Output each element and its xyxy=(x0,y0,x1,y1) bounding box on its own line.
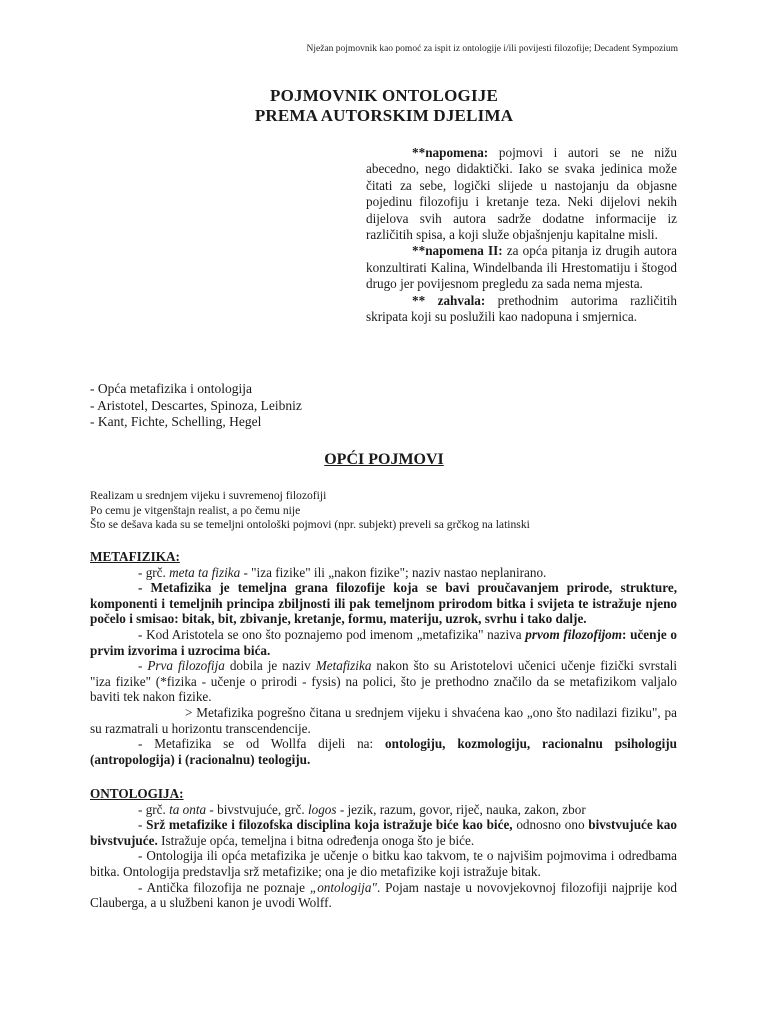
note-1-text: pojmovi i autori se ne nižu abecedno, nego didaktički. Iako se svaka jedinica može čitati za sebe, logički slijede u nastojanju da objasne pojedinu filozofiju i kretanje teza. Neki dijelovi nekih dijelova svih autora sadrže dodatne informacije iz različitih spisa, a koji služe objašnjenju kapitalne misli. xyxy=(366,145,677,243)
note-2-label: **napomena II: xyxy=(412,243,503,259)
title-line-2: PREMA AUTORSKIM DJELIMA xyxy=(254,106,514,125)
question-item: Po cemu je vitgenštajn realist, a po čemu nije xyxy=(90,503,301,517)
contents-item: - Opća metafizika i ontologija xyxy=(90,381,252,396)
title-line-1: POJMOVNIK ONTOLOGIJE xyxy=(269,86,498,105)
contents-list xyxy=(90,381,302,431)
ontologija-paragraph: - Antička filozofija ne poznaje „ontologija". Pojam nastaje u novovjekovnoj filozofiji najprije kod Clauberga, a u službeni kanon je uvodi Wolff. xyxy=(90,879,677,911)
notes-block xyxy=(366,145,677,325)
note-3-text: prethodnim autorima različitih skripata koji su poslužili kao nadopuna i smjernica. xyxy=(366,292,677,325)
metafizika-paragraph: - grč. meta ta fizika - "iza fizike" ili „nakon fizike"; naziv nastao neplanirano. xyxy=(138,564,547,580)
note-2-text: za opća pitanja iz drugih autora konzultirati Kalina, Windelbanda ili Hrestomatiju i štogod drugo jer povijesnom pregledu za sada nema mjesta. xyxy=(366,243,678,292)
metafizika-heading: METAFIZIKA: xyxy=(90,549,180,564)
ontologija-paragraph: - Ontologija ili opća metafizika je učenje o bitku kao takvom, te o najvišim pojmovima i odredbama bitka. Ontologija predstavlja srž metafizike; ona je dio metafizike koji istražuje bitak. xyxy=(90,848,677,879)
questions-list xyxy=(90,489,530,533)
section-heading: OPĆI POJMOVI xyxy=(324,451,444,468)
metafizika-paragraph: - Metafizika je temeljna grana filozofije koja se bavi proučavanjem prirode, strukture, komponenti i temeljnih principa zbiljnosti ili pak temeljnom prirodom bitka i svijeta te istražuje njeno počelo i smisao: bitak, bit, zbivanje, kretanje, formu, materiju, uzrok, svrhu i tako dalje. xyxy=(90,580,677,627)
ontologija-paragraph: - Srž metafizike i filozofska disciplina koja istražuje biće kao biće, odnosno ono bivstvujuće kao bivstvujuće. Istražuje opća, temeljna i bitna određenja onoga što je biće. xyxy=(90,817,677,848)
ontologija-paragraph: - grč. ta onta - bivstvujuće, grč. logos - jezik, razum, govor, riječ, nauka, zakon, zbor xyxy=(138,801,586,817)
running-head: Nježan pojmovnik kao pomoć za ispit iz ontologije i/ili povijesti filozofije; Decadent Sympozium xyxy=(306,44,678,54)
ontologija-heading: ONTOLOGIJA: xyxy=(90,786,184,801)
contents-item: - Kant, Fichte, Schelling, Hegel xyxy=(90,414,262,429)
question-item: Realizam u srednjem vijeku i suvremenoj filozofiji xyxy=(90,489,327,502)
metafizika-paragraph: - Metafizika se od Wollfa dijeli na: ontologiju, kozmologiju, racionalnu psihologiju (antropologija) i (racionalnu) teologiju. xyxy=(90,736,677,767)
note-3 xyxy=(366,293,677,326)
metafizika-paragraph: > Metafizika pogrešno čitana u srednjem vijeku i shvaćena kao „ono što nadilazi fiziku", pa su razmatrali u horizontu transcendencije. xyxy=(90,704,677,736)
ontologija-section xyxy=(90,786,677,911)
note-3-label: ** zahvala: xyxy=(412,292,486,308)
note-1 xyxy=(366,145,677,243)
document-title xyxy=(0,86,768,126)
metafizika-paragraph: - Kod Aristotela se ono što poznajemo pod imenom „metafizika" naziva prvom filozofijom: učenje o prvim izvorima i uzrocima bića. xyxy=(90,626,678,658)
question-item: Što se dešava kada su se temeljni ontološki pojmovi (npr. subjekt) preveli sa grčkog na latinski xyxy=(90,518,530,531)
note-2 xyxy=(366,243,677,292)
metafizika-paragraph: - Prva filozofija dobila je naziv Metafizika nakon što su Aristotelovi učenici učenje fizički svrstali "iza fizike" (*fizika - učenje o prirodi - fysis) na polici, što je prethodno značilo da se metafizikom valjalo baviti tek nakon fizike. xyxy=(90,658,677,705)
contents-item: - Aristotel, Descartes, Spinoza, Leibniz xyxy=(90,397,302,413)
note-1-label: **napomena: xyxy=(412,145,489,160)
metafizika-section xyxy=(90,549,677,767)
